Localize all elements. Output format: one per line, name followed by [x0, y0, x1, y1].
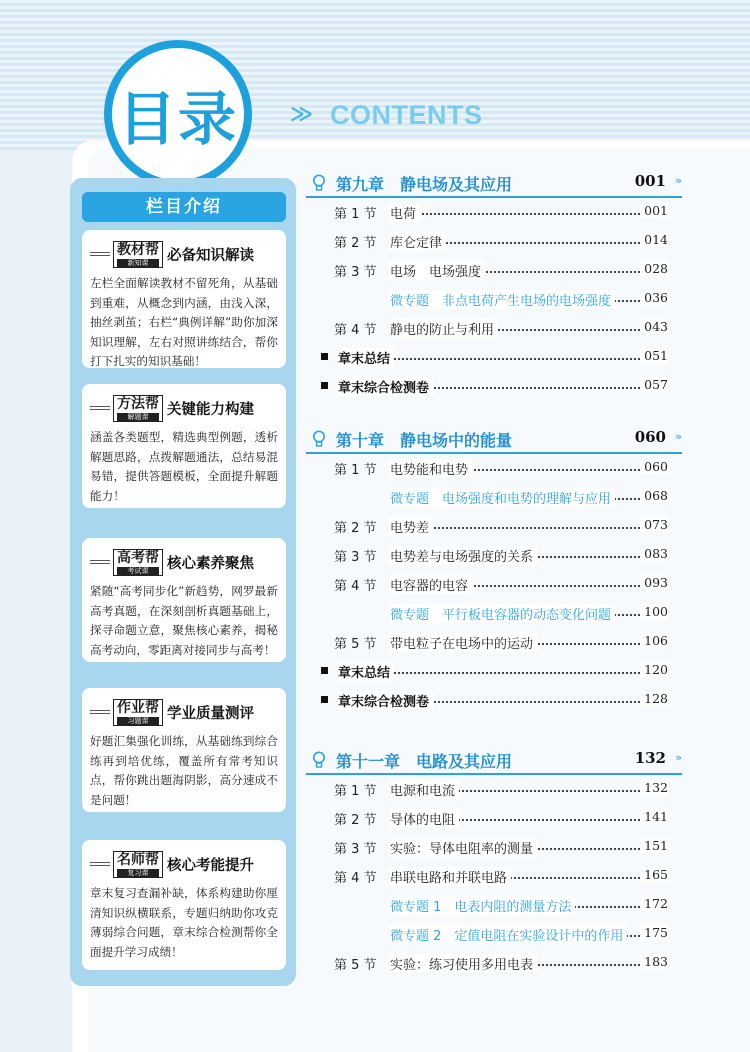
- toc-entry[interactable]: 第 1 节 电势能和电势 060: [334, 459, 668, 478]
- card-body: 章末复习查漏补缺，体系构建助你厘清知识纵横联系，专题归纳助你攻克薄弱综合问题，章末综合检测帮你全面提升学习成绩！: [90, 886, 278, 959]
- page-title: 目录: [117, 85, 238, 153]
- divider: [90, 560, 110, 564]
- toc-entry[interactable]: 第 2 节 库仑定律 014: [334, 232, 668, 251]
- toc-entry[interactable]: 第 1 节 电源和电流 132: [334, 780, 668, 799]
- chevron-right-icon: »: [675, 430, 682, 443]
- toc-entry[interactable]: 第 5 节 带电粒子在电场中的运动 106: [334, 633, 668, 652]
- toc-entry[interactable]: 第 3 节 电势差与电场强度的关系 083: [334, 546, 668, 565]
- toc-entry-micro[interactable]: 微专题 2 定值电阻在实验设计中的作用 175: [390, 925, 668, 944]
- card-head: [90, 548, 278, 576]
- toc-entry-summary[interactable]: 章末总结 120: [306, 660, 676, 682]
- contents-heading: CONTENTS: [330, 100, 483, 130]
- lightbulb-icon: [312, 751, 326, 769]
- sidebar-card: [82, 230, 286, 368]
- card-head: [90, 850, 278, 878]
- card-title: 关键能力构建: [167, 401, 254, 418]
- toc-entry[interactable]: 第 5 节 实验：练习使用多用电表 183: [334, 954, 668, 973]
- divider: [90, 862, 110, 866]
- card-title: 核心考能提升: [167, 857, 254, 874]
- card-title: 核心素养聚焦: [167, 555, 254, 572]
- sidebar-card: [82, 384, 286, 508]
- chevron-right-icon: »: [675, 751, 682, 764]
- card-tag: 高考帮 考试课: [113, 549, 163, 576]
- toc-entry[interactable]: 第 4 节 串联电路和并联电路 165: [334, 867, 668, 886]
- sidebar-card: [82, 688, 286, 812]
- leader-dots: [390, 213, 640, 215]
- toc-entry[interactable]: 第 4 节 电容器的电容 093: [334, 575, 668, 594]
- card-tag: 方法帮 解题课: [113, 395, 163, 422]
- bullet-icon: [320, 695, 329, 704]
- toc-entry-summary[interactable]: 章末综合检测卷 128: [306, 689, 676, 711]
- divider: [90, 252, 110, 256]
- toc-entry-micro[interactable]: 微专题 电场强度和电势的理解与应用 068: [390, 488, 668, 507]
- chapter-title: 第十章 静电场中的能量: [336, 431, 513, 450]
- chapter-heading[interactable]: [306, 168, 682, 198]
- toc-entry-summary[interactable]: 章末总结 051: [306, 346, 676, 368]
- lightbulb-icon: [312, 174, 326, 192]
- toc-entry[interactable]: 第 3 节 电场 电场强度 028: [334, 261, 668, 280]
- card-body: 好题汇集强化训练，从基础练到综合练再到培优练，覆盖所有常考知识点，帮你跳出题海阴影，高分速成不是问题！: [90, 734, 278, 807]
- chapter-title: 第九章 静电场及其应用: [336, 175, 513, 194]
- chevron-right-icon: »: [675, 174, 682, 187]
- card-head: [90, 240, 278, 268]
- bullet-icon: [320, 381, 329, 390]
- divider: [90, 710, 110, 714]
- toc-entry-micro[interactable]: 微专题 平行板电容器的动态变化问题 100: [390, 604, 668, 623]
- card-head: [90, 394, 278, 422]
- bullet-icon: [320, 666, 329, 675]
- toc-entry-micro[interactable]: 微专题 1 电表内阻的测量方法 172: [390, 896, 668, 915]
- card-head: [90, 698, 278, 726]
- lightbulb-title-badge: [104, 40, 252, 188]
- bullet-icon: [320, 352, 329, 361]
- chapter-page: 132: [634, 749, 666, 767]
- toc-entry[interactable]: 第 2 节 导体的电阻 141: [334, 809, 668, 828]
- chapter-title: 第十一章 电路及其应用: [336, 752, 513, 771]
- chapter-heading[interactable]: [306, 424, 682, 454]
- toc-entry[interactable]: 第 1 节 电荷 001: [334, 203, 668, 222]
- double-chevron-icon: ≫: [290, 102, 312, 127]
- card-body: 涵盖各类题型，精选典型例题，透析解题思路，点拨解题通法，总结易混易错，提供答题模板，全面提升解题能力！: [90, 430, 278, 503]
- card-body: 左栏全面解读教材不留死角，从基础到重难，从概念到内涵，由浅入深，抽丝剥茧；右栏“典例详解”助你加深知识理解，左右对照讲练结合，帮你打下扎实的知识基础！: [90, 276, 278, 368]
- card-title: 学业质量测评: [167, 705, 254, 722]
- chapter-page: 060: [634, 428, 666, 446]
- toc-entry[interactable]: 第 3 节 实验：导体电阻率的测量 151: [334, 838, 668, 857]
- chapter-heading[interactable]: [306, 745, 682, 775]
- toc-entry[interactable]: 第 2 节 电势差 073: [334, 517, 668, 536]
- toc-entry-summary[interactable]: 章末综合检测卷 057: [306, 375, 676, 397]
- sidebar-card: [82, 538, 286, 662]
- card-title: 必备知识解读: [167, 247, 254, 264]
- toc-entry[interactable]: 第 4 节 静电的防止与利用 043: [334, 319, 668, 338]
- lightbulb-icon: [312, 430, 326, 448]
- sidebar-header: 栏目介绍: [82, 192, 286, 222]
- card-body: 紧随“高考同步化”新趋势，网罗最新高考真题，在深刻剖析真题基础上，探寻命题立意，聚焦核心素养，揭秘高考动向，零距离对接同步与高考！: [90, 584, 278, 657]
- divider: [90, 406, 110, 410]
- chapter-page: 001: [634, 172, 666, 190]
- toc-entry-micro[interactable]: 微专题 非点电荷产生电场的电场强度 036: [390, 290, 668, 309]
- card-tag: 教材帮 新知课: [113, 241, 163, 268]
- sidebar-card: [82, 840, 286, 970]
- card-tag: 作业帮 习题课: [113, 699, 163, 726]
- card-tag: 名师帮 复习课: [113, 851, 163, 878]
